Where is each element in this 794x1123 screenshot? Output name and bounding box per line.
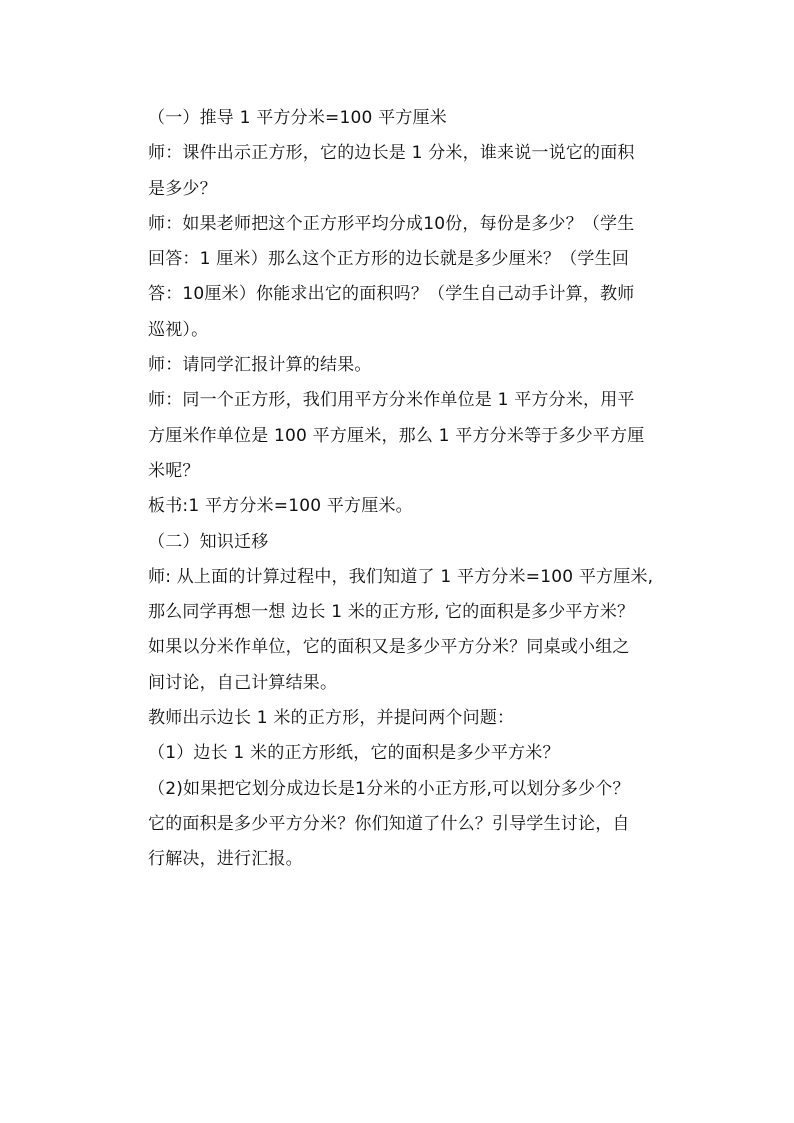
- text-line: 那么同学再想一想 边长 1 米的正方形, 它的面积是多少平方米？: [148, 602, 635, 623]
- text-line: 行解决，进行汇报。: [148, 849, 303, 870]
- document-body: [148, 101, 680, 878]
- text-line: 巡视）。: [148, 319, 209, 340]
- text-line: 回答：1 厘米）那么这个正方形的边长就是多少厘米？（学生回: [148, 249, 630, 270]
- text-line: 如果以分米作单位，它的面积又是多少平方分米？同桌或小组之: [148, 637, 630, 658]
- text-line: 方厘米作单位是 100 平方厘米，那么 1 平方分米等于多少平方厘: [148, 425, 645, 446]
- text-line: 师：同一个正方形，我们用平方分米作单位是 1 平方分米，用平: [148, 390, 635, 411]
- text-line: 是多少？: [148, 178, 217, 199]
- text-line: 师：请同学汇报计算的结果。: [148, 355, 372, 376]
- question-1: （1）边长 1 米的正方形纸，它的面积是多少平方米？: [148, 743, 560, 764]
- text-line: 师: 从上面的计算过程中，我们知道了 1 平方分米=100 平方厘米,: [148, 566, 654, 587]
- text-line: 米呢？: [148, 460, 200, 481]
- text-line: 间讨论，自己计算结果。: [148, 672, 338, 693]
- blackboard-note: 板书:1 平方分米=100 平方厘米。: [148, 496, 413, 517]
- text-line: 它的面积是多少平方分米？你们知道了什么？引导学生讨论，自: [148, 813, 630, 834]
- text-line: 教师出示边长 1 米的正方形，并提问两个问题：: [148, 708, 515, 729]
- section-heading-2: （二）知识迁移: [148, 531, 269, 552]
- section-heading-1: （一）推导 1 平方分米=100 平方厘米: [148, 108, 447, 128]
- question-2: （2)如果把它划分成边长是1分米的小正方形,可以划分多少个？: [148, 778, 630, 799]
- text-line: 答：10厘米）你能求出它的面积吗？（学生自己动手计算，教师: [148, 284, 635, 305]
- text-line: 师：如果老师把这个正方形平均分成10份，每份是多少？（学生: [148, 213, 635, 234]
- text-line: 师：课件出示正方形，它的边长是 1 分米，谁来说一说它的面积: [148, 143, 635, 164]
